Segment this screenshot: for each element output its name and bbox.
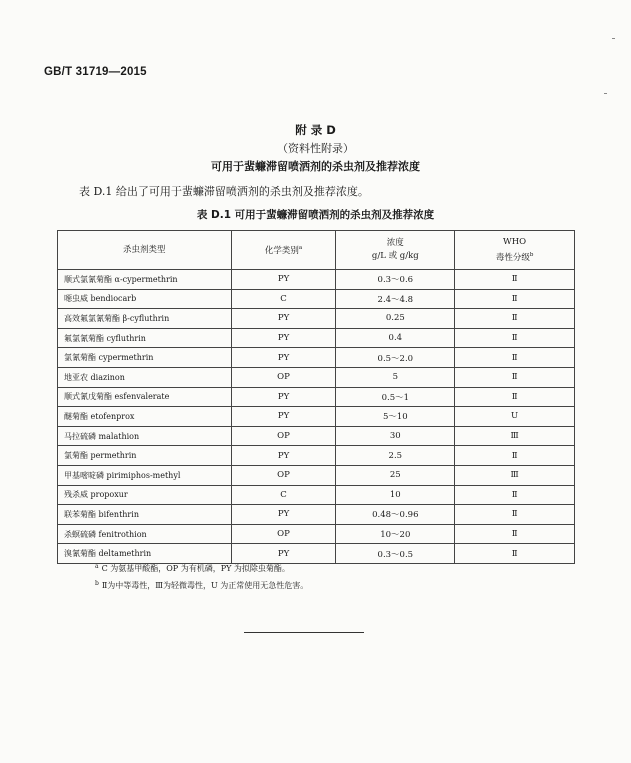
- table-row: [58, 367, 575, 387]
- cell-class: PY: [231, 309, 336, 329]
- cell-class: OP: [231, 426, 336, 446]
- cell-who-class: Ⅲ: [455, 426, 575, 446]
- cell-concentration: 0.3～0.5: [336, 544, 455, 564]
- cell-concentration: 0.3～0.6: [336, 270, 455, 290]
- cell-concentration: 10: [336, 485, 455, 505]
- cell-concentration: 0.48～0.96: [336, 505, 455, 525]
- cell-insecticide: 溴氰菊酯 deltamethrin: [58, 544, 232, 564]
- insecticide-table: [57, 230, 575, 564]
- cell-insecticide: 醚菊酯 etofenprox: [58, 407, 232, 427]
- cell-concentration: 2.5: [336, 446, 455, 466]
- cell-who-class: Ⅱ: [455, 309, 575, 329]
- table-row: [58, 328, 575, 348]
- cell-who-class: Ⅱ: [455, 270, 575, 290]
- appendix-title: 附 录 D: [295, 123, 336, 137]
- footnote-b: $^b$ Ⅱ为中等毒性，Ⅲ为轻微毒性，U 为正常使用无急性危害。: [95, 580, 309, 590]
- cell-insecticide: 氟氯氰菊酯 cyfluthrin: [58, 328, 232, 348]
- cell-who-class: Ⅱ: [455, 387, 575, 407]
- header-concentration: 浓度 g/L 或 g/kg: [336, 231, 455, 270]
- cell-class: PY: [231, 505, 336, 525]
- table-body: [58, 270, 575, 564]
- table-row: [58, 465, 575, 485]
- cell-class: OP: [231, 367, 336, 387]
- cell-who-class: Ⅲ: [455, 465, 575, 485]
- table-row: [58, 407, 575, 427]
- cell-concentration: 30: [336, 426, 455, 446]
- cell-insecticide: 噁虫威 bendiocarb: [58, 289, 232, 309]
- cell-insecticide: 顺式氯氰菊酯 α-cypermethrin: [58, 270, 232, 290]
- cell-who-class: Ⅱ: [455, 505, 575, 525]
- cell-class: PY: [231, 407, 336, 427]
- cell-class: PY: [231, 387, 336, 407]
- cell-who-class: Ⅱ: [455, 544, 575, 564]
- cell-concentration: 0.5～2.0: [336, 348, 455, 368]
- cell-who-class: Ⅱ: [455, 328, 575, 348]
- table-row: [58, 524, 575, 544]
- cell-insecticide: 高效氟氯氰菊酯 β-cyfluthrin: [58, 309, 232, 329]
- table-row: [58, 348, 575, 368]
- cell-class: OP: [231, 465, 336, 485]
- header-type: 杀虫剂类型: [58, 231, 232, 270]
- header-class: 化学类别$^a$: [231, 231, 336, 270]
- cell-concentration: 0.5～1: [336, 387, 455, 407]
- cell-who-class: Ⅱ: [455, 446, 575, 466]
- cell-who-class: Ⅱ: [455, 485, 575, 505]
- cell-class: PY: [231, 348, 336, 368]
- cell-class: PY: [231, 270, 336, 290]
- cell-class: C: [231, 485, 336, 505]
- cell-insecticide: 顺式氰戊菊酯 esfenvalerate: [58, 387, 232, 407]
- cell-class: PY: [231, 544, 336, 564]
- footnote-a: $^a$ C 为氨基甲酸酯，OP 为有机磷，PY 为拟除虫菊酯。: [95, 563, 290, 573]
- cell-concentration: 5: [336, 367, 455, 387]
- cell-concentration: 5～10: [336, 407, 455, 427]
- intro-paragraph: 表 D.1 给出了可用于蜚蠊滞留喷洒剂的杀虫剂及推荐浓度。: [79, 185, 369, 198]
- table-row: [58, 387, 575, 407]
- table-caption: 表 D.1 可用于蜚蠊滞留喷洒剂的杀虫剂及推荐浓度: [196, 209, 435, 221]
- table-row: [58, 544, 575, 564]
- cell-insecticide: 联苯菊酯 bifenthrin: [58, 505, 232, 525]
- cell-insecticide: 氯菊酯 permethrin: [58, 446, 232, 466]
- table-row: [58, 289, 575, 309]
- header-who-class: WHO 毒性分级$^b$: [455, 231, 575, 270]
- cell-concentration: 2.4～4.8: [336, 289, 455, 309]
- scan-mark: [604, 93, 607, 94]
- cell-insecticide: 甲基嘧啶磷 pirimiphos-methyl: [58, 465, 232, 485]
- cell-who-class: Ⅱ: [455, 524, 575, 544]
- cell-insecticide: 地亚农 diazinon: [58, 367, 232, 387]
- table-row: [58, 426, 575, 446]
- cell-class: PY: [231, 446, 336, 466]
- cell-insecticide: 杀螟硫磷 fenitrothion: [58, 524, 232, 544]
- cell-concentration: 0.4: [336, 328, 455, 348]
- table-header-row: [58, 231, 575, 270]
- cell-insecticide: 残杀威 propoxur: [58, 485, 232, 505]
- end-rule: [244, 632, 364, 633]
- cell-who-class: Ⅱ: [455, 367, 575, 387]
- cell-class: PY: [231, 328, 336, 348]
- cell-concentration: 10～20: [336, 524, 455, 544]
- cell-who-class: Ⅱ: [455, 348, 575, 368]
- table-row: [58, 270, 575, 290]
- cell-insecticide: 氯氰菊酯 cypermethrin: [58, 348, 232, 368]
- cell-insecticide: 马拉硫磷 malathion: [58, 426, 232, 446]
- table-row: [58, 505, 575, 525]
- cell-who-class: Ⅱ: [455, 289, 575, 309]
- appendix-type: （资料性附录）: [277, 142, 354, 155]
- table-row: [58, 485, 575, 505]
- cell-concentration: 0.25: [336, 309, 455, 329]
- standard-code: GB/T 31719—2015: [44, 66, 147, 78]
- cell-class: C: [231, 289, 336, 309]
- cell-concentration: 25: [336, 465, 455, 485]
- table-row: [58, 446, 575, 466]
- cell-class: OP: [231, 524, 336, 544]
- appendix-subtitle: 可用于蜚蠊滞留喷洒剂的杀虫剂及推荐浓度: [211, 160, 420, 173]
- cell-who-class: U: [455, 407, 575, 427]
- table-row: [58, 309, 575, 329]
- scan-mark: [612, 38, 615, 39]
